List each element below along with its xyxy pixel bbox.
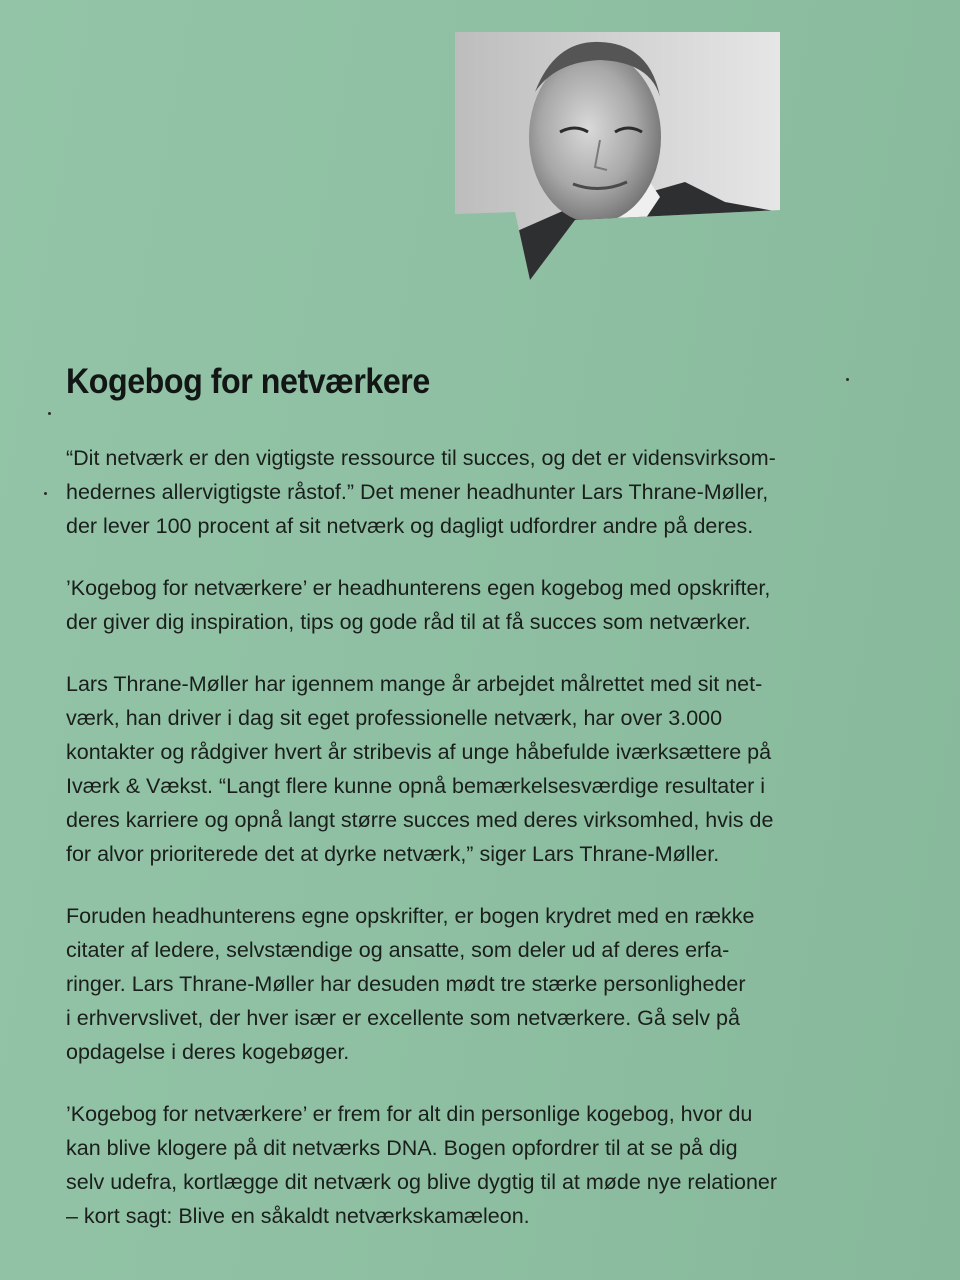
text-line: “Dit netværk er den vigtigste ressource til succes, og det er vidensvirksom- xyxy=(66,446,776,470)
text-line: ’Kogebog for netværkere’ er frem for alt din personlige kogebog, hvor du xyxy=(66,1102,753,1126)
text-line: kan blive klogere på dit netværks DNA. Bogen opfordrer til at se på dig xyxy=(66,1136,738,1160)
blurb-paragraph xyxy=(66,1097,856,1233)
text-line: i erhvervslivet, der hver især er excellente som netværkere. Gå selv på xyxy=(66,1006,740,1030)
text-line: selv udefra, kortlægge dit netværk og blive dygtig til at møde nye relationer xyxy=(66,1170,778,1194)
blurb-paragraph xyxy=(66,899,856,1069)
author-portrait xyxy=(455,32,780,280)
text-line: der lever 100 procent af sit netværk og dagligt udfordrer andre på deres. xyxy=(66,514,754,538)
text-line: værk, han driver i dag sit eget professionelle netværk, har over 3.000 xyxy=(66,706,723,730)
dust-speck xyxy=(846,378,849,381)
text-line: deres karriere og opnå langt større succes med deres virksomhed, hvis de xyxy=(66,808,774,832)
blurb-paragraph xyxy=(66,571,856,639)
book-title: Kogebog for netværkere xyxy=(66,362,430,401)
text-line: opdagelse i deres kogebøger. xyxy=(66,1040,350,1064)
text-line: for alvor prioriterede det at dyrke netværk,” siger Lars Thrane-Møller. xyxy=(66,842,720,866)
blurb-paragraph xyxy=(66,441,856,543)
dust-speck xyxy=(44,492,47,495)
text-line: der giver dig inspiration, tips og gode råd til at få succes som netværker. xyxy=(66,610,751,634)
text-line: Iværk & Vækst. “Langt flere kunne opnå bemærkelsesværdige resultater i xyxy=(66,774,766,798)
text-line: hedernes allervigtigste råstof.” Det mener headhunter Lars Thrane-Møller, xyxy=(66,480,769,504)
text-line: Lars Thrane-Møller har igennem mange år arbejdet målrettet med sit net- xyxy=(66,672,763,696)
text-line: ringer. Lars Thrane-Møller har desuden mødt tre stærke personligheder xyxy=(66,972,746,996)
text-line: kontakter og rådgiver hvert år stribevis af unge håbefulde iværksættere på xyxy=(66,740,772,764)
text-line: citater af ledere, selvstændige og ansatte, som deler ud af deres erfa- xyxy=(66,938,730,962)
dust-speck xyxy=(48,412,51,415)
blurb-paragraph xyxy=(66,667,856,871)
text-line: ’Kogebog for netværkere’ er headhunterens egen kogebog med opskrifter, xyxy=(66,576,771,600)
text-line: Foruden headhunterens egne opskrifter, er bogen krydret med en række xyxy=(66,904,755,928)
text-line: – kort sagt: Blive en såkaldt netværkskamæleon. xyxy=(66,1204,530,1228)
blurb-text xyxy=(66,441,856,1261)
